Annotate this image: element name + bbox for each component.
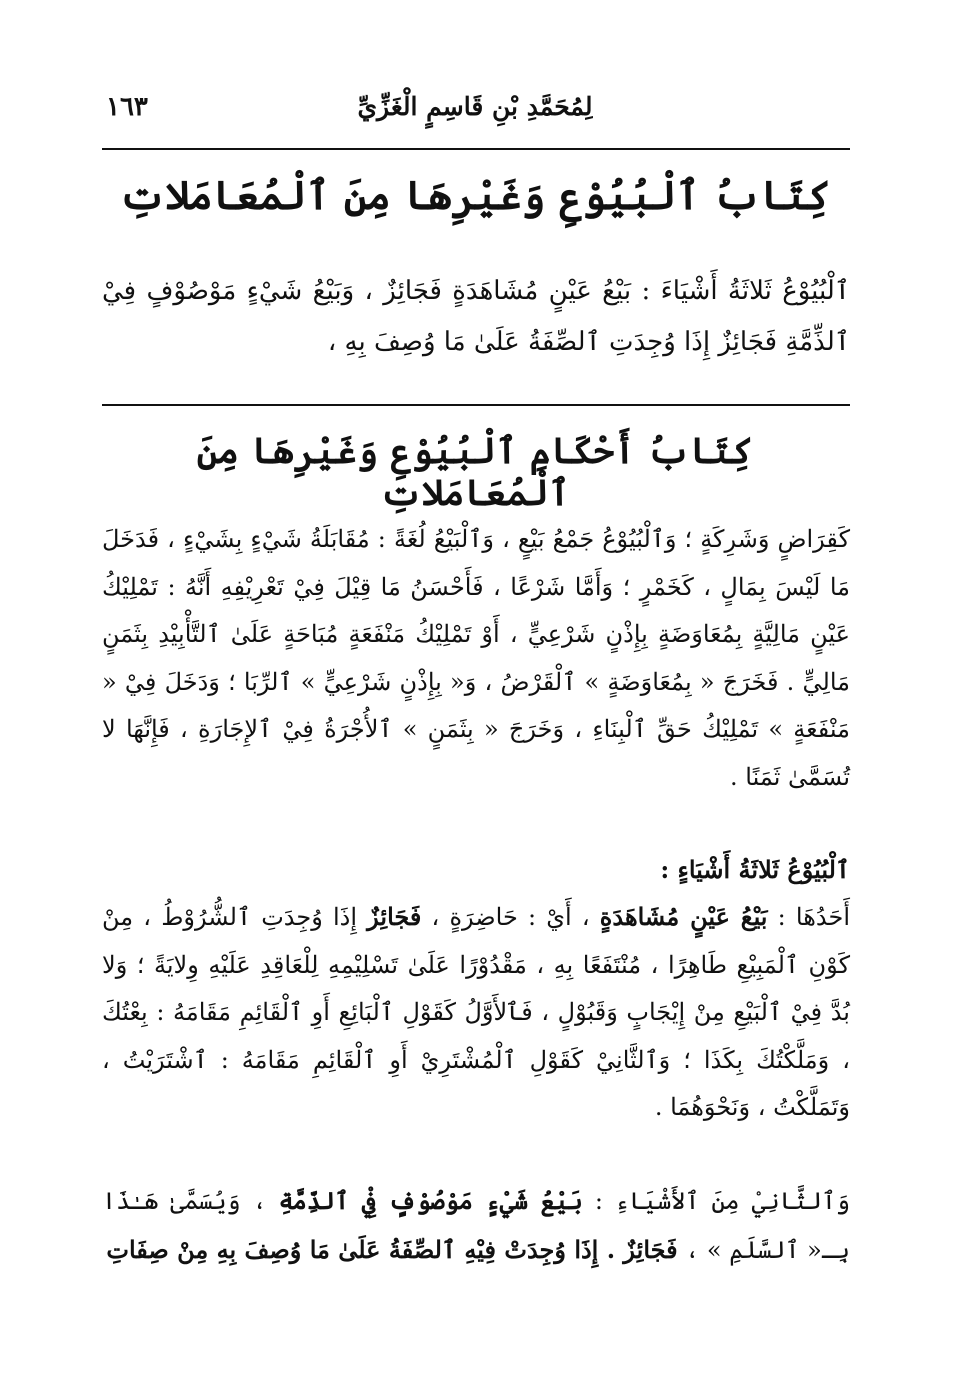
sharh-heading: كِتَابُ أَحْكَامِ ٱلْبُيُوْعِ وَغَيْرِهَا مِنَ ٱلْمُعَامَلاتِ [196, 430, 754, 514]
sharh-paragraph-4 [102, 1177, 850, 1274]
bold-matn-quote: فَجَائِزٌ [367, 902, 422, 931]
matn-text [102, 266, 850, 368]
bold-matn-quote: بَيْعُ عَيْنٍ مُشَاهَدَةٍ [599, 902, 768, 931]
bold-matn-quote: فَجَائِزٌ . إِذَا وُجِدَتْ فِيْهِ ٱلصِّفَةُ عَلَىٰ مَا وُصِفَ بِهِ مِنْ صِفَاتِ [106, 1234, 678, 1264]
paragraph-text [102, 893, 850, 1132]
text-run: ، وَيُسَمَّىٰ هَـٰذَا بِـ« ٱلسَّلَمِ » ، [102, 1187, 850, 1264]
header-rule [102, 148, 850, 150]
text-run: إِذَا وُجِدَتِ ٱلشُّرُوْطُ ، مِنْ كَوْنِ ٱلْمَبِيْعِ طَاهِرًا ، مُنْتَفَعًا بِهِ ، مَقْدُوْرًا عَلَىٰ تَسْلِيْمِهِ لِلْعَاقِدِ عَلَيْهِ وِلايَةً ؛ وَلا بُدَّ فِيْ ٱلْبَيْعِ مِنْ إِيْجَابٍ وَقَبُوْلٍ ، فَٱلأَوَّلُ كَقَوْلِ ٱلْبَائِعِ أَوِ ٱلْقَائِمِ مَقَامَهُ : بِعْتُكَ ، وَمَلَّكْتُكَ بِكَذَا ؛ وَٱلثَّانِيْ كَقَوْلِ ٱلْمُشْتَرِيْ أَوِ ٱلْقَائِمِ مَقَامَهُ : ٱشْتَرَيْتُ ، وَتَمَلَّكْتُ ، وَنَحْوَهُمَا . [102, 903, 850, 1121]
sharh-paragraph-2 [102, 846, 850, 894]
bold-matn-quote: بَيْعُ شَيْءٍ مَوْصُوْفٍ فِيْ ٱلذِّمَّةِ [278, 1186, 583, 1215]
section-divider-rule [102, 404, 850, 406]
paragraph-text: كَقِرَاضٍ وَشَرِكَةٍ ؛ وَٱلْبُيُوْعُ جَمْعُ بَيْعٍ ، وَٱلْبَيْعُ لُغَةً : مُقَابَلَةُ شَيْءٍ بِشَيْءٍ ، فَدَخَلَ مَا لَيْسَ بِمَالٍ ، كَخَمْرٍ ؛ وَأَمَّا شَرْعًا ، فَأَحْسَنُ مَا قِيْلَ فِيْ تَعْرِيْفِهِ أَنَّهُ : تَمْلِيْكُ عَيْنٍ مَالِيَّةٍ بِمُعَاوَضَةٍ بِإِذْنٍ شَرْعِيٍّ ، أَوْ تَمْلِيْكُ مَنْفَعَةٍ مُبَاحَةٍ عَلَىٰ ٱلتَّأْبِيْدِ بِثَمَنٍ مَالِيٍّ . فَخَرَجَ « بِمُعَاوَضَةٍ » ٱلْقَرْضُ ، وَ« بِإِذْنٍ شَرْعِيٍّ » ٱلرِّبَا ؛ وَدَخَلَ فِيْ « مَنْفَعَةٍ » تَمْلِيْكُ حَقِّ ٱلْبِنَاءِ ، وَخَرَجَ « بِثَمَنٍ » ٱلأُجْرَةُ فِيْ ٱلإِجَارَةِ ، فَإِنَّهَا لا تُسَمَّىٰ ثَمَنًا . [102, 525, 850, 791]
matn-paragraph: ٱلْبُيُوْعُ ثَلاثَةُ أَشْيَاءَ : بَيْعُ عَيْنٍ مُشَاهَدَةٍ فَجَائِزٌ ، وَبَيْعُ شَيْءٍ مَوْصُوْفٍ فِيْ ٱلذِّمَّةِ فَجَائِزٌ إِذَا وُجِدَتِ ٱلصِّفَةُ عَلَىٰ مَا وُصِفَ بِهِ ، [102, 276, 850, 357]
page-number: ١٦٣ [106, 92, 148, 122]
text-run: ، أَيْ : حَاضِرَةٍ ، [421, 903, 600, 931]
text-run: أَحَدُهَا : [767, 903, 850, 931]
matn-heading: كِتَابُ ٱلْبُيُوْعِ وَغَيْرِهَا مِنَ ٱلْمُعَامَلاتِ [119, 172, 831, 219]
paragraph-text: ٱلْبُيُوْعُ ثَلاثَةُ أَشْيَاءٍ : [660, 855, 850, 884]
text-run: وَٱلثَّانِيْ مِنَ ٱلأَشْيَاءِ : [582, 1187, 851, 1215]
sharh-paragraph-1 [102, 516, 850, 801]
running-title: لِمُحَمَّدِ بْنِ قَاسِمٍ الْغَزِّيِّ [357, 92, 593, 121]
sharh-paragraph-3 [102, 893, 850, 1132]
running-header [100, 92, 850, 136]
paragraph-text [102, 1177, 850, 1274]
